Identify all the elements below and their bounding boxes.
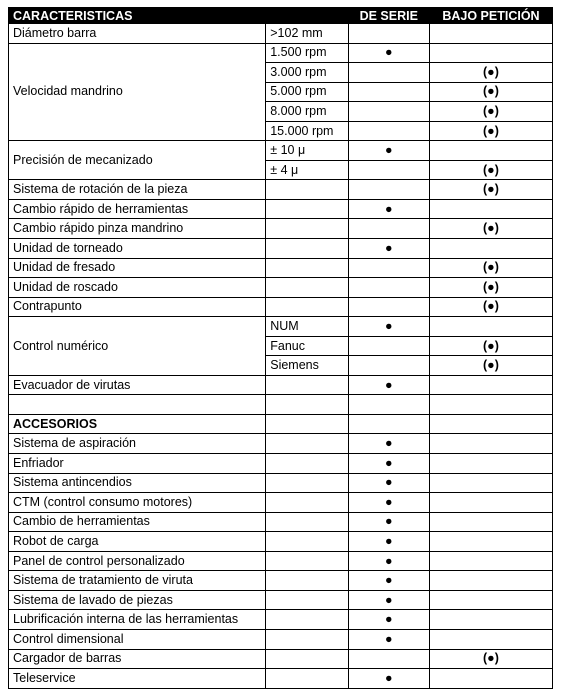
table-row — [9, 278, 553, 298]
empty-cell — [266, 434, 348, 454]
standard-mark: ● — [348, 532, 429, 552]
empty-cell — [266, 551, 348, 571]
empty-cell — [348, 395, 429, 415]
accessory-name: Panel de control personalizado — [9, 551, 266, 571]
feature-option: ± 4 μ — [266, 160, 348, 180]
optional-mark — [429, 473, 552, 493]
standard-mark: ● — [348, 551, 429, 571]
standard-mark — [348, 63, 429, 83]
empty-cell — [266, 532, 348, 552]
feature-option: >102 mm — [266, 24, 348, 44]
feature-option: 3.000 rpm — [266, 63, 348, 83]
accessory-name: Sistema de aspiración — [9, 434, 266, 454]
feature-option — [266, 297, 348, 317]
section-row — [9, 414, 553, 434]
feature-name: Unidad de fresado — [9, 258, 266, 278]
optional-mark — [429, 24, 552, 44]
table-row — [9, 375, 553, 395]
empty-cell — [348, 414, 429, 434]
table-row — [9, 571, 553, 591]
accessory-name: Sistema antincendios — [9, 473, 266, 493]
standard-mark: ● — [348, 434, 429, 454]
feature-option — [266, 258, 348, 278]
standard-mark: ● — [348, 571, 429, 591]
standard-mark — [348, 24, 429, 44]
optional-mark — [429, 239, 552, 259]
accessory-name: Sistema de lavado de piezas — [9, 590, 266, 610]
optional-mark — [429, 532, 552, 552]
feature-name: Unidad de torneado — [9, 239, 266, 259]
empty-cell — [429, 414, 552, 434]
optional-mark — [429, 43, 552, 63]
feature-name: Cambio rápido pinza mandrino — [9, 219, 266, 239]
optional-mark — [429, 629, 552, 649]
empty-cell — [9, 395, 266, 415]
standard-mark: ● — [348, 669, 429, 689]
optional-mark: (●) — [429, 297, 552, 317]
feature-option: Siemens — [266, 356, 348, 376]
feature-option — [266, 239, 348, 259]
table-row — [9, 258, 553, 278]
standard-mark — [348, 160, 429, 180]
optional-mark — [429, 375, 552, 395]
standard-mark: ● — [348, 493, 429, 513]
table-row — [9, 532, 553, 552]
feature-name: Cambio rápido de herramientas — [9, 199, 266, 219]
optional-mark: (●) — [429, 336, 552, 356]
empty-cell — [266, 473, 348, 493]
feature-option: 1.500 rpm — [266, 43, 348, 63]
table-row — [9, 43, 553, 63]
table-row — [9, 512, 553, 532]
standard-mark: ● — [348, 199, 429, 219]
optional-mark: (●) — [429, 180, 552, 200]
empty-row — [9, 395, 553, 415]
standard-mark — [348, 102, 429, 122]
empty-cell — [266, 649, 348, 669]
feature-name: Velocidad mandrino — [9, 43, 266, 141]
feature-option — [266, 375, 348, 395]
empty-cell — [266, 629, 348, 649]
standard-mark — [348, 278, 429, 298]
empty-cell — [266, 493, 348, 513]
feature-option: 15.000 rpm — [266, 121, 348, 141]
table-row — [9, 610, 553, 630]
table-row — [9, 454, 553, 474]
optional-mark — [429, 571, 552, 591]
accessory-name: Sistema de tratamiento de viruta — [9, 571, 266, 591]
empty-cell — [266, 590, 348, 610]
standard-mark: ● — [348, 629, 429, 649]
accessory-name: CTM (control consumo motores) — [9, 493, 266, 513]
feature-option — [266, 219, 348, 239]
accessories-title: ACCESORIOS — [9, 414, 266, 434]
optional-mark: (●) — [429, 219, 552, 239]
optional-mark — [429, 512, 552, 532]
accessory-name: Lubrificación interna de las herramientas — [9, 610, 266, 630]
feature-option: 5.000 rpm — [266, 82, 348, 102]
empty-cell — [266, 512, 348, 532]
table-row — [9, 473, 553, 493]
optional-mark — [429, 141, 552, 161]
table-row — [9, 629, 553, 649]
standard-mark — [348, 258, 429, 278]
optional-mark — [429, 551, 552, 571]
feature-option — [266, 278, 348, 298]
accessory-name: Cargador de barras — [9, 649, 266, 669]
table-row — [9, 141, 553, 161]
empty-cell — [266, 414, 348, 434]
table-row — [9, 239, 553, 259]
optional-mark: (●) — [429, 121, 552, 141]
accessory-name: Teleservice — [9, 669, 266, 689]
optional-mark: (●) — [429, 102, 552, 122]
header-standard: DE SERIE — [348, 8, 429, 24]
optional-mark: (●) — [429, 649, 552, 669]
table-row — [9, 649, 553, 669]
feature-option — [266, 180, 348, 200]
standard-mark: ● — [348, 141, 429, 161]
header-optional: BAJO PETICIÓN — [429, 8, 552, 24]
optional-mark — [429, 454, 552, 474]
feature-option — [266, 199, 348, 219]
standard-mark: ● — [348, 43, 429, 63]
standard-mark — [348, 649, 429, 669]
table-row — [9, 493, 553, 513]
standard-mark: ● — [348, 610, 429, 630]
optional-mark — [429, 669, 552, 689]
standard-mark: ● — [348, 473, 429, 493]
feature-option: 8.000 rpm — [266, 102, 348, 122]
optional-mark: (●) — [429, 258, 552, 278]
empty-cell — [266, 669, 348, 689]
standard-mark — [348, 336, 429, 356]
accessory-name: Enfriador — [9, 454, 266, 474]
table-row — [9, 297, 553, 317]
optional-mark: (●) — [429, 278, 552, 298]
header-features: CARACTERISTICAS — [9, 8, 349, 24]
feature-option: ± 10 μ — [266, 141, 348, 161]
feature-name: Evacuador de virutas — [9, 375, 266, 395]
empty-cell — [429, 395, 552, 415]
standard-mark: ● — [348, 317, 429, 337]
empty-cell — [266, 395, 348, 415]
table-header-row — [9, 8, 553, 24]
table-row — [9, 180, 553, 200]
standard-mark: ● — [348, 239, 429, 259]
table-row — [9, 317, 553, 337]
empty-cell — [266, 454, 348, 474]
feature-name: Diámetro barra — [9, 24, 266, 44]
feature-option: NUM — [266, 317, 348, 337]
feature-option: Fanuc — [266, 336, 348, 356]
accessory-name: Cambio de herramientas — [9, 512, 266, 532]
table-row — [9, 434, 553, 454]
feature-name: Sistema de rotación de la pieza — [9, 180, 266, 200]
optional-mark — [429, 590, 552, 610]
optional-mark — [429, 493, 552, 513]
table-row — [9, 24, 553, 44]
table-row — [9, 551, 553, 571]
optional-mark: (●) — [429, 356, 552, 376]
accessory-name: Robot de carga — [9, 532, 266, 552]
feature-name: Contrapunto — [9, 297, 266, 317]
accessory-name: Control dimensional — [9, 629, 266, 649]
standard-mark: ● — [348, 454, 429, 474]
table-row — [9, 199, 553, 219]
standard-mark — [348, 356, 429, 376]
standard-mark: ● — [348, 375, 429, 395]
standard-mark — [348, 297, 429, 317]
optional-mark — [429, 434, 552, 454]
empty-cell — [266, 610, 348, 630]
standard-mark — [348, 180, 429, 200]
standard-mark — [348, 82, 429, 102]
optional-mark — [429, 610, 552, 630]
standard-mark: ● — [348, 512, 429, 532]
standard-mark — [348, 219, 429, 239]
optional-mark — [429, 317, 552, 337]
table-row — [9, 590, 553, 610]
feature-name: Control numérico — [9, 317, 266, 376]
table-row — [9, 219, 553, 239]
feature-name: Precisión de mecanizado — [9, 141, 266, 180]
optional-mark: (●) — [429, 82, 552, 102]
feature-name: Unidad de roscado — [9, 278, 266, 298]
table-row — [9, 669, 553, 689]
standard-mark: ● — [348, 590, 429, 610]
features-table — [8, 7, 553, 689]
optional-mark: (●) — [429, 160, 552, 180]
empty-cell — [266, 571, 348, 591]
optional-mark: (●) — [429, 63, 552, 83]
optional-mark — [429, 199, 552, 219]
standard-mark — [348, 121, 429, 141]
